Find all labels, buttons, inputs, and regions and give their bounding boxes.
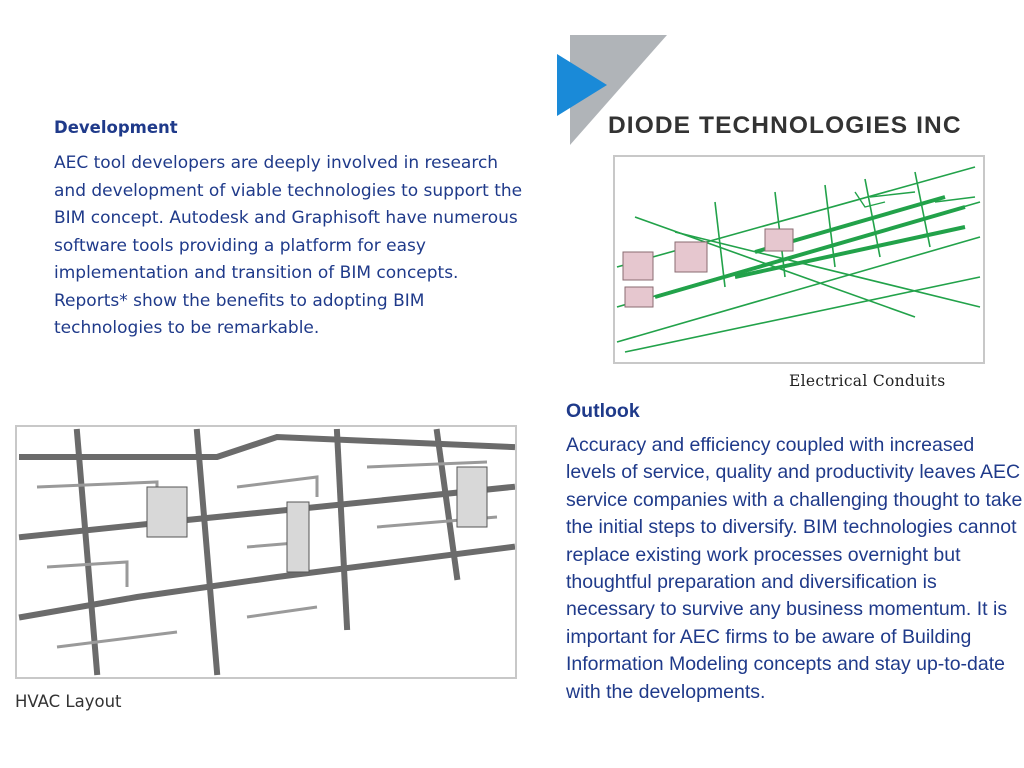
outlook-paragraph: Accuracy and efficiency coupled with increased levels of service, quality and productivity leaves AEC service companies with a challenging thought to take the initial steps to diversify. BIM technologies cannot replace existing work processes overnight but thoughtful preparation and diversification is necessary to survive any business momentum. It is important for AEC firms to be aware of Building Information Modeling concepts and stay up-to-date with the developments.	[566, 434, 1023, 703]
electrical-conduits-image	[613, 155, 985, 364]
hvac-caption: HVAC Layout	[15, 692, 122, 711]
electrical-caption: Electrical Conduits	[789, 372, 946, 390]
outlook-heading: Outlook	[566, 400, 640, 422]
development-heading: Development	[54, 118, 178, 137]
hvac-layout-image	[15, 425, 517, 679]
development-paragraph: AEC tool developers are deeply involved in research and development of viable technologies to support the BIM concept. Autodesk and Graphisoft have numerous software tools providing a platform for easy implementation and transition of BIM concepts. Reports* show the benefits to adopting BIM technologies to be remarkable.	[54, 153, 523, 338]
company-name: DIODE TECHNOLOGIES INC	[608, 112, 962, 139]
